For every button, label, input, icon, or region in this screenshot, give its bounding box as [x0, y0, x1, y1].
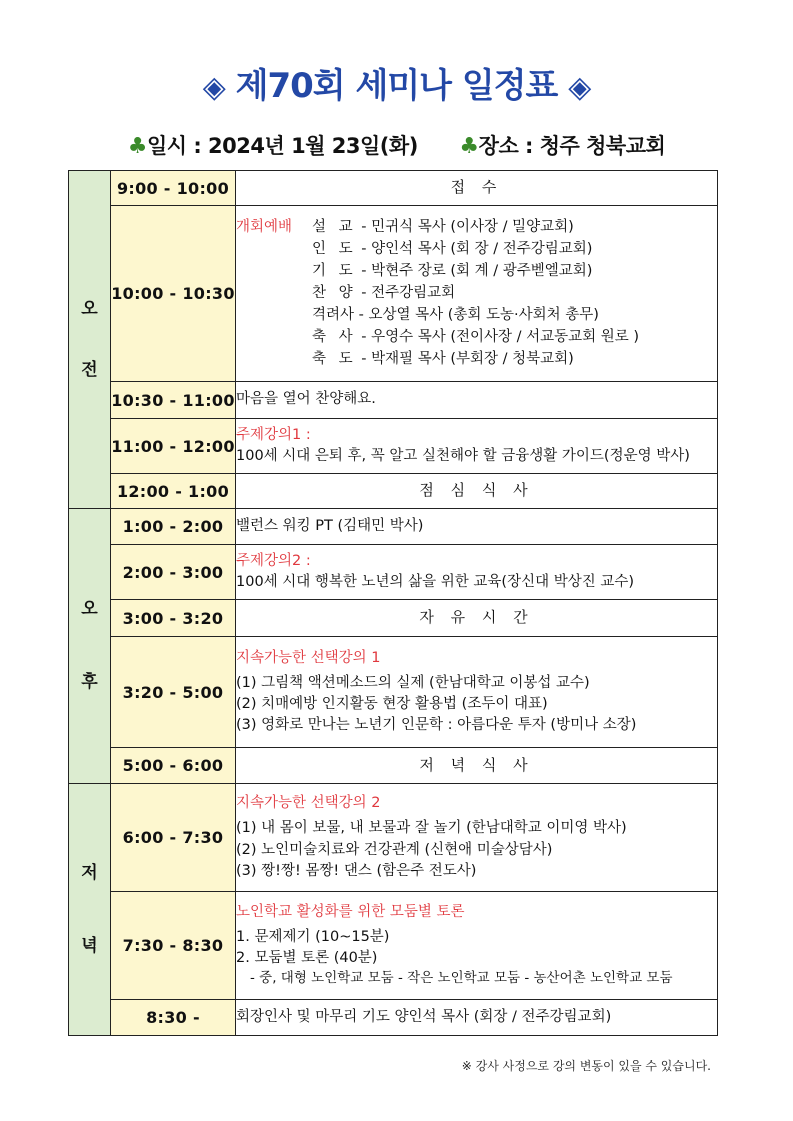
desc-cell: 밸런스 워킹 PT (김태민 박사) [236, 509, 718, 545]
role-text: - 민귀식 목사 (이사장 / 밀양교회) [361, 218, 574, 235]
time-cell: 10:30 - 11:00 [111, 382, 236, 419]
period-char: 녁 [81, 935, 98, 956]
time-cell: 12:00 - 1:00 [111, 474, 236, 509]
desc-cell: 자 유 시 간 [236, 600, 718, 637]
ceremony-line [312, 217, 717, 238]
place-label: 장소 : 청주 청북교회 [478, 134, 666, 158]
role-label: 축 도 [312, 351, 357, 368]
list-item: (2) 노인미술치료와 건강관계 (신현애 미술상담사) [236, 841, 553, 858]
role-label: 인 도 [312, 240, 357, 257]
list-item: (3) 영화로 만나는 노년기 인문학 : 아름다운 투자 (방미나 소장) [236, 717, 637, 734]
table-row [69, 545, 718, 600]
lecture-text: 100세 시대 행복한 노년의 삶을 위한 교육(장신대 박상진 교수) [236, 574, 635, 590]
lecture-text: 100세 시대 은퇴 후, 꼭 알고 실천해야 할 금융생활 가이드(정운영 박사) [236, 448, 690, 464]
role-label: 격려사 [312, 307, 355, 323]
role-label: 찬 양 [312, 284, 357, 301]
time-cell: 1:00 - 2:00 [111, 509, 236, 545]
table-row [69, 382, 718, 419]
period-char: 오 [81, 298, 98, 319]
ceremony-line [312, 261, 717, 282]
table-row [69, 419, 718, 474]
ceremony-line [312, 283, 717, 304]
desc-cell [236, 784, 718, 892]
ceremony-heading: 개회예배 [236, 218, 293, 235]
period-char: 전 [81, 359, 98, 380]
role-label: 기 도 [312, 262, 357, 279]
table-row [69, 206, 718, 382]
time-cell: 3:00 - 3:20 [111, 600, 236, 637]
list-item: (2) 치매예방 인지활동 현장 활용법 (조두이 대표) [236, 696, 548, 712]
role-text: - 박현주 장로 (회 계 / 광주벧엘교회) [361, 262, 593, 279]
period-evening [69, 784, 111, 1036]
desc-cell: 접 수 [236, 171, 718, 206]
table-row [69, 892, 718, 1000]
role-text: - 양인석 목사 (회 장 / 전주강림교회) [361, 240, 593, 257]
page-title [0, 58, 793, 107]
time-cell: 10:00 - 10:30 [111, 206, 236, 382]
period-morning [69, 171, 111, 509]
time-cell: 8:30 - [111, 1000, 236, 1036]
event-info [0, 130, 793, 160]
desc-cell: 회장인사 및 마무리 기도 양인석 목사 (회장 / 전주강림교회) [236, 1000, 718, 1036]
ceremony-line [312, 239, 717, 260]
club-icon: ♣ [127, 134, 147, 159]
time-cell: 9:00 - 10:00 [111, 171, 236, 206]
time-cell: 7:30 - 8:30 [111, 892, 236, 1000]
desc-cell [236, 545, 718, 600]
schedule-table [68, 170, 718, 1036]
ceremony-line [312, 327, 717, 348]
desc-cell: 저 녁 식 사 [236, 748, 718, 784]
discussion-heading: 노인학교 활성화를 위한 모둠별 토론 [236, 904, 465, 921]
table-row [69, 171, 718, 206]
time-cell: 3:20 - 5:00 [111, 637, 236, 748]
period-char: 오 [81, 599, 98, 619]
role-label: 설 교 [312, 218, 357, 235]
desc-cell [236, 206, 718, 382]
desc-cell: 마음을 열어 찬양해요. [236, 382, 718, 419]
list-item: (1) 그림책 액션메소드의 실제 (한남대학교 이봉섭 교수) [236, 674, 590, 691]
time-cell: 2:00 - 3:00 [111, 545, 236, 600]
table-row [69, 637, 718, 748]
table-row [69, 600, 718, 637]
table-row [69, 784, 718, 892]
period-afternoon [69, 509, 111, 784]
club-icon: ♣ [459, 134, 479, 159]
list-item: - 중, 대형 노인학교 모둠 - 작은 노인학교 모둠 - 농산어촌 노인학교 모둠 [250, 970, 673, 987]
diamond-icon: ◈ [202, 70, 225, 105]
ceremony-line [312, 305, 717, 326]
elective-heading: 지속가능한 선택강의 2 [236, 795, 381, 812]
desc-cell: 점 심 식 사 [236, 474, 718, 509]
lecture-heading: 주제강의1 : [236, 426, 311, 443]
period-char: 저 [81, 862, 98, 883]
ceremony-line [312, 349, 717, 370]
desc-cell [236, 637, 718, 748]
role-label: 축 사 [312, 329, 357, 346]
time-cell: 5:00 - 6:00 [111, 748, 236, 784]
time-cell: 6:00 - 7:30 [111, 784, 236, 892]
list-item: (3) 짱!짱! 몸짱! 댄스 (함은주 전도사) [236, 862, 477, 879]
list-item: (1) 내 몸이 보물, 내 보물과 잘 놀기 (한남대학교 이미영 박사) [236, 820, 627, 837]
desc-cell [236, 892, 718, 1000]
role-text: - 오상열 목사 (총회 도농·사회처 총무) [358, 307, 599, 323]
time-cell: 11:00 - 12:00 [111, 419, 236, 474]
table-row [69, 748, 718, 784]
lecture-heading: 주제강의2 : [236, 552, 311, 569]
table-row [69, 509, 718, 545]
date-label: 일시 : 2024년 1월 23일(화) [146, 134, 418, 158]
ceremony-list [236, 217, 717, 370]
role-text: - 우영수 목사 (전이사장 / 서교동교회 원로 ) [361, 329, 640, 346]
diamond-icon: ◈ [568, 70, 591, 105]
desc-cell [236, 419, 718, 474]
period-char: 후 [81, 672, 98, 692]
table-row [69, 474, 718, 509]
footnote: ※ 강사 사정으로 강의 변동이 있을 수 있습니다. [461, 1059, 711, 1073]
role-text: - 전주강림교회 [361, 284, 456, 301]
role-text: - 박재필 목사 (부회장 / 청북교회) [361, 351, 574, 368]
title-text: 제70회 세미나 일정표 [235, 66, 558, 106]
elective-heading: 지속가능한 선택강의 1 [236, 649, 381, 666]
list-item: 1. 문제제기 (10~15분) [236, 929, 390, 946]
list-item: 2. 모둠별 토론 (40분) [236, 950, 378, 967]
table-row [69, 1000, 718, 1036]
